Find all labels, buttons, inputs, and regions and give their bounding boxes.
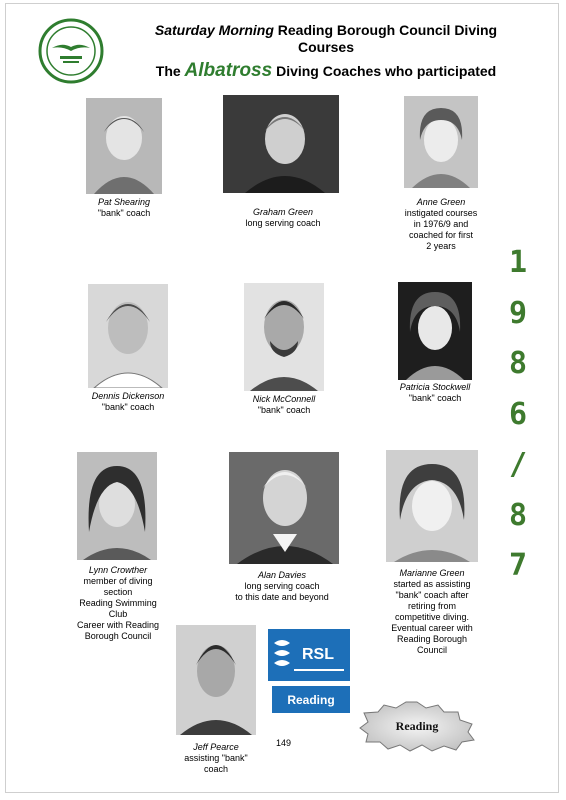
coach-photo xyxy=(398,282,472,380)
page-subtitle xyxy=(126,60,526,82)
coach-name: Alan Davies xyxy=(257,570,307,580)
subtitle-post: Diving Coaches who participated xyxy=(276,63,497,79)
title-italic: Saturday Morning xyxy=(154,22,274,38)
coach-detail: "bank" coach xyxy=(257,405,311,415)
coach-detail: Career with Reading xyxy=(76,620,160,630)
coach-detail: long serving coach xyxy=(244,581,320,591)
coach-caption xyxy=(158,742,274,775)
subtitle-pre: The xyxy=(155,63,181,79)
coach-caption xyxy=(226,394,342,416)
coach-detail: "bank" coach xyxy=(101,402,155,412)
coach-name: Lynn Crowther xyxy=(88,565,148,575)
coach-photo xyxy=(176,625,256,735)
coach-caption xyxy=(383,197,499,252)
club-logo xyxy=(38,18,104,84)
coach-detail: section xyxy=(103,587,133,597)
reading-badge-text: Reading xyxy=(395,719,439,733)
coach-detail: competitive diving. xyxy=(394,612,470,622)
coach-name: Marianne Green xyxy=(399,568,465,578)
year-char: 9 xyxy=(508,295,528,331)
coach-detail: instigated courses xyxy=(404,208,478,218)
coach-detail: Council xyxy=(416,645,447,655)
coach-detail: retiring from xyxy=(407,601,456,611)
year-char: 6 xyxy=(508,396,528,432)
coach-caption xyxy=(70,391,186,413)
rsl-logo xyxy=(268,629,350,681)
coach-detail: to this date and beyond xyxy=(235,592,329,602)
year-char: / xyxy=(508,447,528,482)
coach-name: Graham Green xyxy=(252,207,314,217)
coach-detail: 2 years xyxy=(426,241,456,251)
coach-caption xyxy=(204,570,360,603)
coach-photo xyxy=(386,450,478,562)
page-number: 149 xyxy=(276,738,292,748)
coach-photo xyxy=(229,452,339,564)
coach-detail: started as assisting xyxy=(393,579,471,589)
year-char: 8 xyxy=(508,346,528,381)
years-vertical xyxy=(500,238,536,592)
coach-caption xyxy=(225,207,341,229)
coach-name: Jeff Pearce xyxy=(193,742,239,752)
coach-name: Dennis Dickenson xyxy=(91,391,165,401)
subtitle-accent: Albatross xyxy=(184,60,273,81)
coach-detail: Reading Borough xyxy=(396,634,468,644)
coach-name: Nick McConnell xyxy=(252,394,316,404)
coach-detail: Reading Swimming xyxy=(79,598,157,608)
coach-detail: coach xyxy=(203,764,229,774)
page-title xyxy=(126,22,526,56)
coach-name: Pat Shearing xyxy=(97,197,151,207)
coach-photo xyxy=(88,284,168,388)
coach-caption xyxy=(372,568,492,656)
title-rest: Reading Borough Council Diving xyxy=(277,22,498,38)
coach-detail: long serving coach xyxy=(245,218,321,228)
coach-photo xyxy=(404,96,478,188)
year-char: 8 xyxy=(508,497,528,533)
coach-caption xyxy=(377,382,493,404)
rsl-logo-text: RSL xyxy=(302,646,334,663)
coach-detail: Club xyxy=(108,609,128,619)
coach-detail: Borough Council xyxy=(84,631,152,641)
coach-detail: member of diving xyxy=(83,576,153,586)
coach-detail: "bank" coach xyxy=(97,208,151,218)
reading-logo xyxy=(272,686,350,713)
coach-photo xyxy=(244,283,324,391)
reading-badge xyxy=(358,700,476,752)
coach-detail: Eventual career with xyxy=(391,623,473,633)
reading-logo-text: Reading xyxy=(287,692,335,707)
title-line2: Courses xyxy=(297,39,355,55)
coach-detail: coached for first xyxy=(408,230,474,240)
coach-caption xyxy=(60,565,176,642)
coach-photo xyxy=(86,98,162,194)
coach-photo xyxy=(223,95,339,193)
year-char: 7 xyxy=(508,548,528,583)
coach-photo xyxy=(77,452,157,560)
coach-name: Anne Green xyxy=(416,197,466,207)
year-char: 1 xyxy=(508,245,528,280)
coach-detail: assisting "bank" xyxy=(184,753,248,763)
coach-name: Patricia Stockwell xyxy=(399,382,471,392)
coach-caption xyxy=(70,197,178,219)
coach-detail: "bank" coach after xyxy=(395,590,469,600)
coach-detail: "bank" coach xyxy=(408,393,462,403)
coach-detail: in 1976/9 and xyxy=(413,219,469,229)
